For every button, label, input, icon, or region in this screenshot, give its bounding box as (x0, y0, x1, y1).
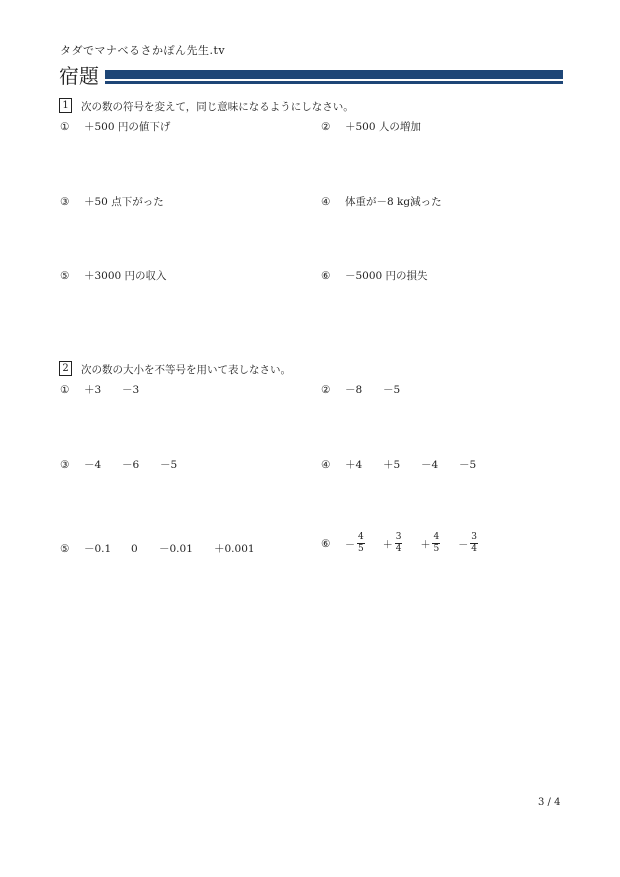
denominator: 4 (471, 544, 477, 554)
q2-item-5 (60, 541, 255, 556)
question-1-instruction: 次の数の符号を変えて，同じ意味になるようにしなさい。 (81, 101, 354, 113)
item-number: ③ (60, 458, 70, 471)
fraction-sign: － (458, 540, 469, 551)
item-number: ② (321, 120, 331, 133)
q2-item-4 (321, 457, 476, 472)
value: －4 (84, 459, 102, 471)
item-number: ④ (321, 195, 331, 208)
numerator: 4 (433, 532, 440, 542)
item-number: ⑥ (321, 537, 331, 550)
item-number: ③ (60, 195, 70, 208)
q1-item-1 (60, 119, 170, 134)
heading-bar-thick (105, 70, 563, 79)
item-text: ＋500 人の増加 (345, 121, 421, 133)
value: －5 (383, 384, 401, 396)
fraction (458, 532, 478, 555)
item-text: －5000 円の損失 (345, 270, 428, 282)
item-text: ＋3000 円の収入 (84, 270, 167, 282)
value: －3 (122, 384, 140, 396)
value: －5 (459, 459, 477, 471)
page-number: 3 / 4 (538, 797, 561, 808)
numerator: 3 (395, 532, 402, 542)
value: ＋5 (383, 459, 401, 471)
value: －0.01 (159, 543, 193, 555)
fraction (420, 532, 440, 555)
item-number: ⑤ (60, 542, 70, 555)
site-title: タダでマナべるさかぽん先生.tv (60, 44, 226, 57)
value: ＋3 (84, 384, 102, 396)
question-2-number: 2 (59, 361, 72, 376)
q1-item-6 (321, 268, 428, 283)
denominator: 5 (358, 544, 364, 554)
value: ＋4 (345, 459, 363, 471)
numerator: 4 (358, 532, 364, 542)
question-1-number: 1 (59, 98, 72, 113)
item-text: ＋500 円の値下げ (84, 121, 171, 133)
value: ＋0.001 (214, 543, 255, 555)
item-number: ② (321, 383, 331, 396)
q2-item-3 (60, 457, 177, 472)
fraction (383, 532, 403, 555)
item-text: 体重が－8 kg減った (345, 196, 442, 208)
fraction-sign: － (345, 540, 355, 551)
value: －8 (345, 384, 363, 396)
item-number: ⑤ (60, 269, 70, 282)
q1-item-4 (321, 194, 442, 209)
fraction-sign: ＋ (382, 540, 393, 551)
item-number: ① (60, 383, 70, 396)
denominator: 5 (433, 544, 440, 554)
q1-item-2 (321, 119, 421, 134)
value: －6 (122, 459, 140, 471)
item-number: ⑥ (321, 269, 331, 282)
denominator: 4 (395, 544, 402, 554)
q2-item-6 (321, 532, 496, 555)
fraction-sign: ＋ (420, 540, 431, 551)
numerator: 3 (471, 532, 477, 542)
fraction (345, 532, 365, 555)
q1-item-5 (60, 268, 167, 283)
q1-item-3 (60, 194, 164, 209)
value: 0 (131, 542, 138, 555)
item-text: ＋50 点下がった (84, 196, 164, 208)
question-2-instruction: 次の数の大小を不等号を用いて表しなさい。 (81, 364, 291, 376)
q2-item-2 (321, 382, 400, 397)
item-number: ④ (321, 458, 331, 471)
q2-item-1 (60, 382, 139, 397)
value: －4 (421, 459, 439, 471)
value: －0.1 (84, 543, 112, 555)
heading-bar-thin (105, 81, 563, 84)
item-number: ① (60, 120, 70, 133)
page-heading: 宿題 (59, 64, 99, 88)
value: －5 (160, 459, 178, 471)
